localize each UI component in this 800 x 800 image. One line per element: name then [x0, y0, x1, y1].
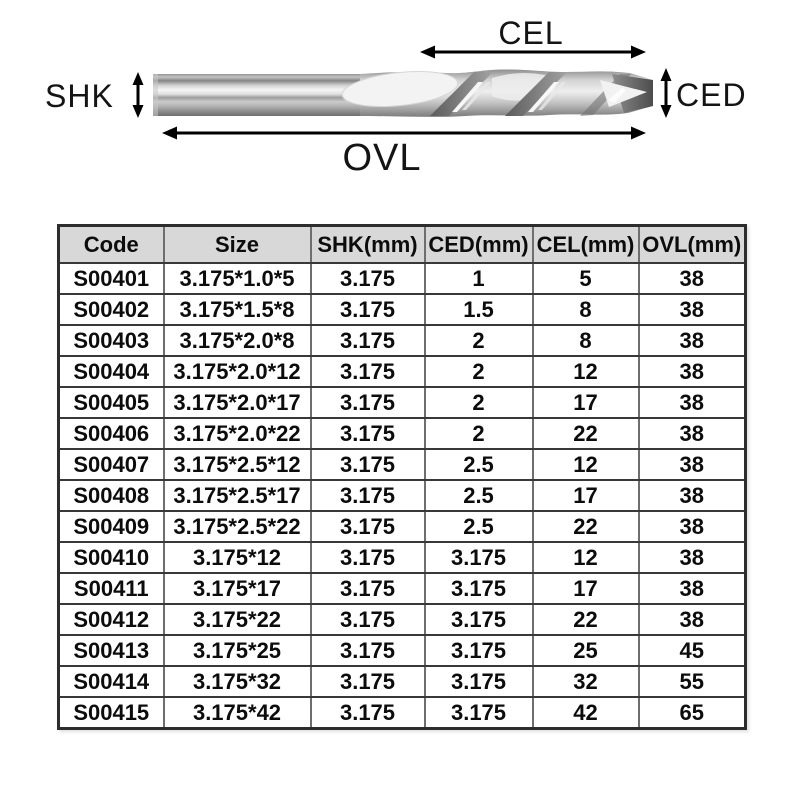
cell-ced: 3.175 — [425, 542, 533, 573]
cell-code: S00404 — [59, 356, 164, 387]
table-row — [59, 356, 746, 387]
cell-shk: 3.175 — [311, 697, 425, 729]
cell-ovl: 38 — [639, 263, 746, 294]
column-header-code: Code — [59, 226, 164, 264]
cell-size: 3.175*42 — [164, 697, 311, 729]
cell-size: 3.175*22 — [164, 604, 311, 635]
cell-cel: 17 — [533, 387, 639, 418]
cell-code: S00409 — [59, 511, 164, 542]
endmill-flutes — [341, 67, 653, 117]
cell-cel: 32 — [533, 666, 639, 697]
cell-ced: 1.5 — [425, 294, 533, 325]
cell-ovl: 38 — [639, 573, 746, 604]
cell-cel: 8 — [533, 325, 639, 356]
cell-ced: 2 — [425, 356, 533, 387]
cell-ovl: 38 — [639, 418, 746, 449]
cell-size: 3.175*25 — [164, 635, 311, 666]
table-row — [59, 635, 746, 666]
table-row — [59, 387, 746, 418]
cell-size: 3.175*1.5*8 — [164, 294, 311, 325]
cell-code: S00414 — [59, 666, 164, 697]
spec-table-body — [59, 263, 746, 729]
cell-ovl: 38 — [639, 294, 746, 325]
cell-ovl: 65 — [639, 697, 746, 729]
cell-cel: 22 — [533, 604, 639, 635]
cell-shk: 3.175 — [311, 294, 425, 325]
shk-arrow — [133, 72, 144, 118]
cell-ced: 2.5 — [425, 449, 533, 480]
cell-ovl: 38 — [639, 480, 746, 511]
cell-code: S00410 — [59, 542, 164, 573]
table-row — [59, 449, 746, 480]
table-row — [59, 263, 746, 294]
cell-ced: 3.175 — [425, 573, 533, 604]
shk-dimension-label: SHK — [45, 78, 114, 114]
cell-size: 3.175*12 — [164, 542, 311, 573]
cell-code: S00407 — [59, 449, 164, 480]
cell-cel: 22 — [533, 418, 639, 449]
cell-ced: 3.175 — [425, 604, 533, 635]
table-row — [59, 294, 746, 325]
cell-size: 3.175*2.0*12 — [164, 356, 311, 387]
cell-ced: 3.175 — [425, 635, 533, 666]
cell-size: 3.175*2.5*17 — [164, 480, 311, 511]
cell-shk: 3.175 — [311, 387, 425, 418]
cell-code: S00411 — [59, 573, 164, 604]
cell-code: S00413 — [59, 635, 164, 666]
cell-cel: 42 — [533, 697, 639, 729]
cell-cel: 25 — [533, 635, 639, 666]
cell-size: 3.175*1.0*5 — [164, 263, 311, 294]
table-row — [59, 542, 746, 573]
column-header-ovl: OVL(mm) — [639, 226, 746, 264]
cell-ced: 1 — [425, 263, 533, 294]
cell-ced: 2 — [425, 325, 533, 356]
cell-cel: 8 — [533, 294, 639, 325]
cell-code: S00402 — [59, 294, 164, 325]
table-row — [59, 480, 746, 511]
cell-code: S00412 — [59, 604, 164, 635]
cell-cel: 5 — [533, 263, 639, 294]
cell-ced: 3.175 — [425, 697, 533, 729]
cell-ovl: 55 — [639, 666, 746, 697]
column-header-ced: CED(mm) — [425, 226, 533, 264]
table-row — [59, 511, 746, 542]
cell-shk: 3.175 — [311, 666, 425, 697]
endmill-shank — [153, 74, 361, 116]
cell-cel: 12 — [533, 542, 639, 573]
column-header-cel: CEL(mm) — [533, 226, 639, 264]
cell-code: S00406 — [59, 418, 164, 449]
table-row — [59, 325, 746, 356]
ced-dimension-label: CED — [676, 77, 747, 113]
table-row — [59, 666, 746, 697]
cell-ovl: 38 — [639, 325, 746, 356]
spec-table-header-row — [59, 226, 746, 264]
cell-size: 3.175*2.0*8 — [164, 325, 311, 356]
cell-ovl: 38 — [639, 387, 746, 418]
cell-shk: 3.175 — [311, 356, 425, 387]
table-row — [59, 418, 746, 449]
cell-shk: 3.175 — [311, 635, 425, 666]
cell-ced: 2 — [425, 418, 533, 449]
cell-cel: 17 — [533, 573, 639, 604]
table-row — [59, 697, 746, 729]
cell-shk: 3.175 — [311, 418, 425, 449]
cell-cel: 17 — [533, 480, 639, 511]
cell-cel: 22 — [533, 511, 639, 542]
cell-shk: 3.175 — [311, 325, 425, 356]
cell-shk: 3.175 — [311, 480, 425, 511]
cell-code: S00403 — [59, 325, 164, 356]
cell-shk: 3.175 — [311, 542, 425, 573]
cell-ovl: 38 — [639, 449, 746, 480]
cell-code: S00408 — [59, 480, 164, 511]
cell-code: S00415 — [59, 697, 164, 729]
spec-table-container — [57, 224, 747, 730]
cell-cel: 12 — [533, 356, 639, 387]
table-row — [59, 604, 746, 635]
cell-code: S00405 — [59, 387, 164, 418]
endmill-dimension-diagram — [0, 0, 800, 215]
cell-shk: 3.175 — [311, 604, 425, 635]
column-header-shk: SHK(mm) — [311, 226, 425, 264]
cell-ovl: 45 — [639, 635, 746, 666]
cell-size: 3.175*2.5*22 — [164, 511, 311, 542]
cell-size: 3.175*2.5*12 — [164, 449, 311, 480]
cell-shk: 3.175 — [311, 449, 425, 480]
cell-size: 3.175*2.0*22 — [164, 418, 311, 449]
cell-size: 3.175*17 — [164, 573, 311, 604]
cell-ced: 2.5 — [425, 480, 533, 511]
cell-cel: 12 — [533, 449, 639, 480]
cell-shk: 3.175 — [311, 573, 425, 604]
table-row — [59, 573, 746, 604]
cell-ced: 3.175 — [425, 666, 533, 697]
spec-table — [57, 224, 747, 730]
cell-ced: 2.5 — [425, 511, 533, 542]
cell-size: 3.175*2.0*17 — [164, 387, 311, 418]
column-header-size: Size — [164, 226, 311, 264]
cell-ovl: 38 — [639, 604, 746, 635]
cell-ovl: 38 — [639, 511, 746, 542]
cell-ovl: 38 — [639, 542, 746, 573]
ovl-dimension-label: OVL — [342, 137, 422, 179]
cell-code: S00401 — [59, 263, 164, 294]
cell-ovl: 38 — [639, 356, 746, 387]
cell-shk: 3.175 — [311, 263, 425, 294]
cell-size: 3.175*32 — [164, 666, 311, 697]
cell-shk: 3.175 — [311, 511, 425, 542]
cell-ced: 2 — [425, 387, 533, 418]
ced-arrow — [661, 68, 672, 118]
cel-dimension-label: CEL — [498, 15, 564, 51]
